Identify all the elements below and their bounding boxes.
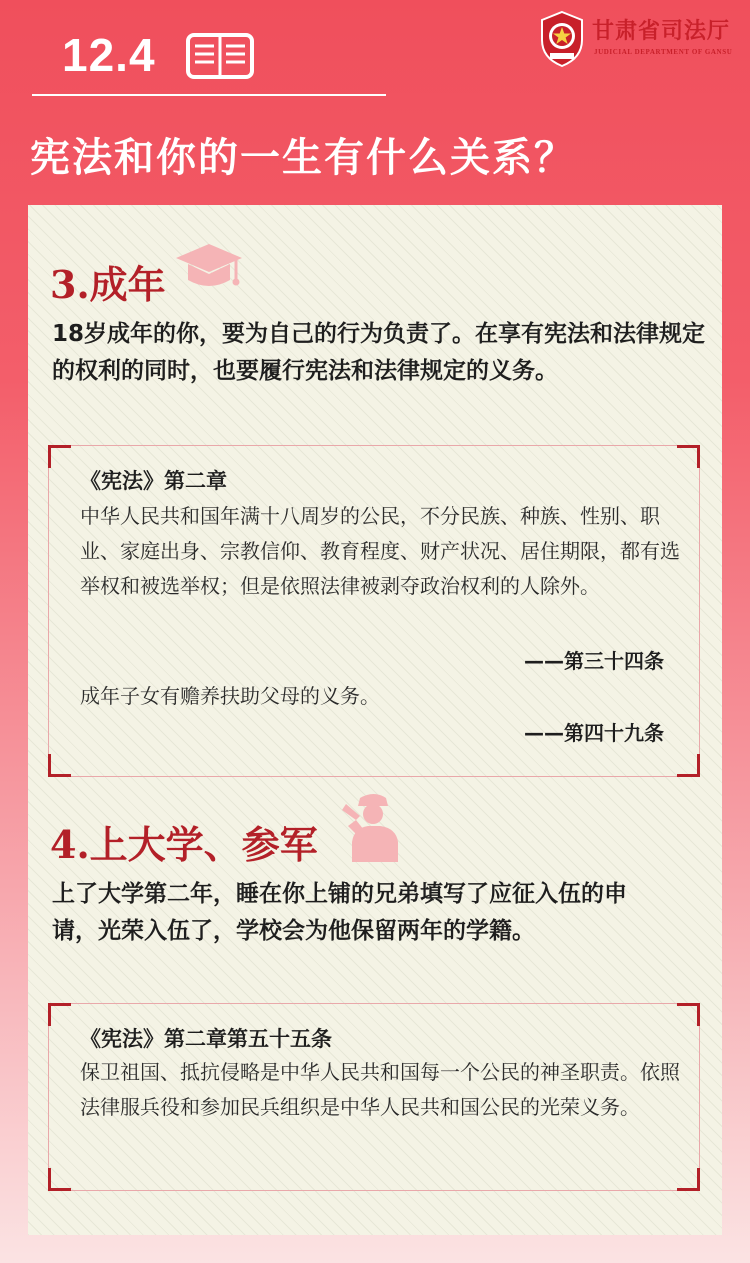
brand-subtitle: JUDICIAL DEPARTMENT OF GANSU xyxy=(594,48,733,56)
quote-text-article-34: 中华人民共和国年满十八周岁的公民，不分民族、种族、性别、职业、家庭出身、宗教信仰、教育程度、财产状况、居住期限，都有选举权和被选举权；但是依照法律被剥夺政治权利的人除外。 xyxy=(80,504,680,598)
section-paragraph-college-military: 上了大学第二年，睡在你上铺的兄弟填写了应征入伍的申请，光荣入伍了，学校会为他保留两年的学籍。 xyxy=(52,881,627,944)
saluting-soldier-icon xyxy=(338,790,402,862)
graduation-cap-icon xyxy=(174,240,244,296)
date-label: 12.4 xyxy=(62,29,156,81)
quote-heading: 《宪法》第二章 xyxy=(80,469,227,493)
brand-name: 甘肃省司法厅 xyxy=(592,18,731,44)
header-divider xyxy=(32,94,386,96)
police-emblem-icon xyxy=(536,10,588,68)
quote-text-article-55: 保卫祖国、抵抗侵略是中华人民共和国每一个公民的神圣职责。依照法律服兵役和参加民兵组织是中华人民共和国公民的光荣义务。 xyxy=(80,1060,680,1119)
page-title: 宪法和你的一生有什么关系？ xyxy=(30,135,576,181)
quote-citation-article-49: ——第四十九条 xyxy=(524,721,664,745)
quote-heading: 《宪法》第二章第五十五条 xyxy=(80,1027,332,1051)
quote-box-constitution-ch2 xyxy=(48,445,700,777)
quote-box-constitution-art55 xyxy=(48,1003,700,1191)
section-paragraph-adulthood: 18岁成年的你，要为自己的行为负责了。在享有宪法和法律规定的权利的同时，也要履行宪法和法律规定的义务。 xyxy=(52,321,706,384)
section-title-college-military: 4.上大学、参军 xyxy=(50,822,318,867)
quote-citation-article-34: ——第三十四条 xyxy=(524,649,664,673)
book-icon xyxy=(186,33,254,79)
quote-text-article-49: 成年子女有赡养扶助父母的义务。 xyxy=(80,684,380,708)
brand-logo xyxy=(530,8,740,72)
section-title-adulthood: 3.成年 xyxy=(50,262,166,307)
